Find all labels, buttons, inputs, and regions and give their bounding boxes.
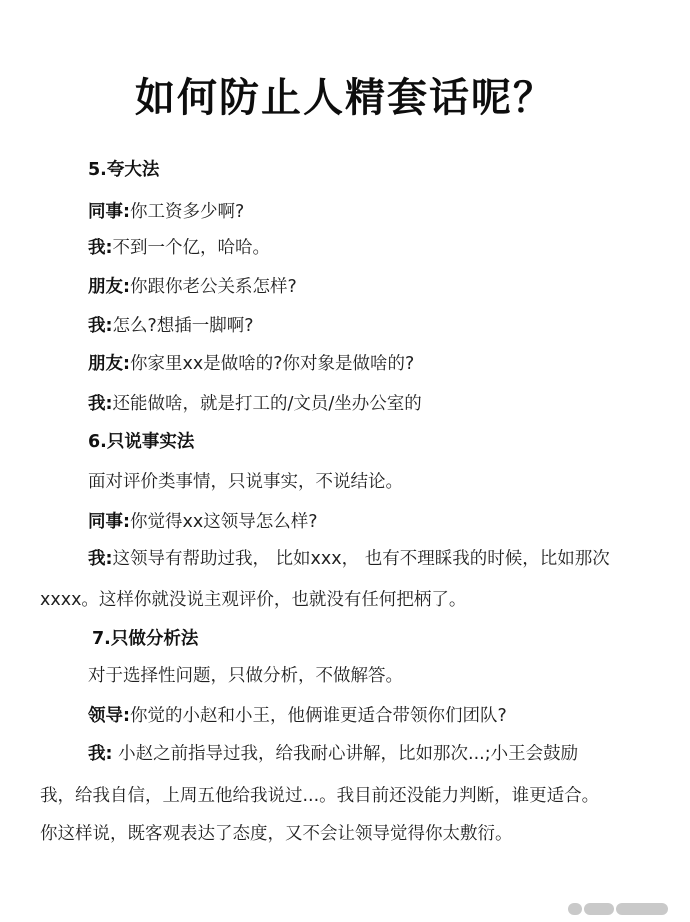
dialogue-continuation: xxxx。这样你就没说主观评价，也就没有任何把柄了。: [40, 590, 467, 610]
dialogue-line: [88, 275, 297, 299]
section-heading-6: 6.只说事实法: [88, 432, 195, 452]
speaker-label: 同事:: [88, 512, 130, 532]
dialogue-line: [88, 352, 414, 376]
dialogue-line: [88, 704, 507, 728]
speaker-label: 我:: [88, 316, 113, 336]
dialogue-line: [88, 314, 254, 338]
section-heading-7: 7.只做分析法: [92, 629, 199, 649]
speaker-label: 领导:: [88, 706, 130, 726]
speaker-label: 朋友:: [88, 354, 130, 374]
section-intro: 对于选择性问题，只做分析，不做解答。: [88, 666, 403, 686]
watermark-logo: [568, 898, 678, 912]
dialogue-text: 这领导有帮助过我， 比如xxx， 也有不理睬我的时候，比如那次: [112, 549, 610, 569]
speaker-label: 同事:: [88, 202, 130, 222]
dialogue-continuation: 你这样说，既客观表达了态度，又不会让领导觉得你太敷衍。: [40, 824, 513, 844]
speaker-label: 我:: [88, 394, 113, 414]
page-title: 如何防止人精套话呢？: [135, 75, 555, 121]
dialogue-continuation: 我，给我自信，上周五他给我说过...。我目前还没能力判断，谁更适合。: [40, 786, 600, 806]
dialogue-line: [88, 392, 422, 416]
dialogue-text: 你跟你老公关系怎样?: [130, 277, 297, 297]
speaker-label: 我:: [88, 549, 113, 569]
dialogue-text: 你觉得xx这领导怎么样?: [130, 512, 318, 532]
dialogue-text: 怎么?想插一脚啊?: [112, 316, 254, 336]
dialogue-text: 你工资多少啊?: [130, 202, 245, 222]
dialogue-line: [88, 742, 578, 766]
section-intro: 面对评价类事情，只说事实，不说结论。: [88, 472, 403, 492]
dialogue-text: 不到一个亿，哈哈。: [112, 238, 270, 258]
dialogue-text: 还能做啥，就是打工的/文员/坐办公室的: [112, 394, 422, 414]
section-heading-5: 5.夸大法: [88, 160, 160, 180]
speaker-label: 我:: [88, 744, 113, 764]
dialogue-text: 你觉的小赵和小王，他俩谁更适合带领你们团队?: [130, 706, 507, 726]
dialogue-line: [88, 547, 610, 571]
dialogue-line: [88, 510, 318, 534]
speaker-label: 朋友:: [88, 277, 130, 297]
dialogue-line: [88, 236, 270, 260]
speaker-label: 我:: [88, 238, 113, 258]
dialogue-text: 你家里xx是做啥的?你对象是做啥的?: [130, 354, 415, 374]
dialogue-text: 小赵之前指导过我，给我耐心讲解，比如那次...;小王会鼓励: [112, 744, 579, 764]
dialogue-line: [88, 200, 244, 224]
